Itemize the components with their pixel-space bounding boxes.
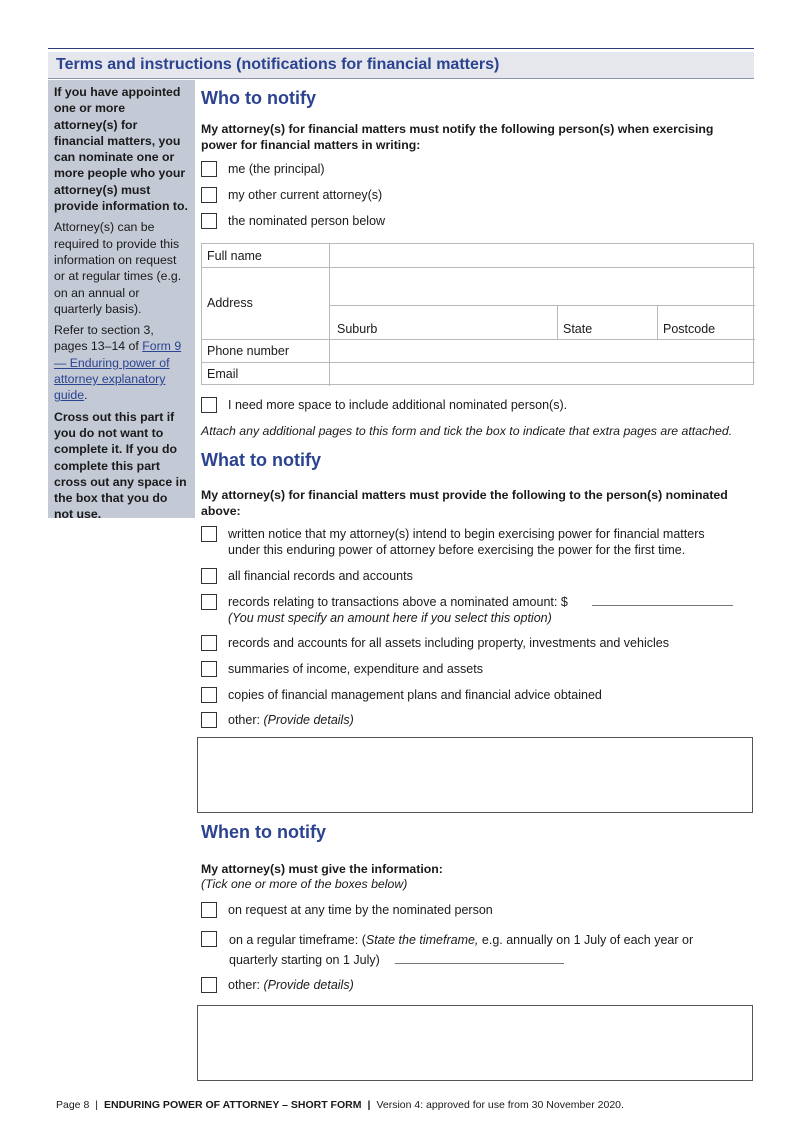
checkbox-when-other[interactable]	[201, 977, 217, 993]
phone-label: Phone number	[207, 344, 290, 358]
checkbox-summaries[interactable]	[201, 661, 217, 677]
checkbox-plans[interactable]	[201, 687, 217, 703]
sidebar-instructions	[48, 80, 195, 522]
what-intro: My attorney(s) for financial matters must provide the following to the person(s) nominated above:	[201, 488, 728, 518]
email-label: Email	[207, 367, 239, 381]
amount-input-line[interactable]	[592, 605, 733, 606]
checkbox-what-other[interactable]	[201, 712, 217, 728]
nominated-person-table	[201, 243, 754, 385]
suburb-label: Suburb	[337, 322, 378, 336]
section-header	[48, 52, 754, 79]
checkbox-written-notice[interactable]	[201, 526, 217, 542]
when-to-notify-heading: When to notify	[201, 822, 326, 842]
address-field[interactable]	[330, 268, 754, 305]
checkbox-nominated-amount[interactable]	[201, 594, 217, 610]
checkbox-more-space[interactable]	[201, 397, 217, 413]
postcode-label: Postcode	[663, 322, 716, 336]
what-other-details-box[interactable]	[197, 737, 753, 813]
top-rule	[48, 48, 754, 49]
when-intro: My attorney(s) must give the information:	[201, 862, 443, 876]
sidebar-para-4: Cross out this part if you do not want to complete it. If you do complete this part cross out any space in the box that you do not use.	[54, 409, 187, 522]
what-to-notify-heading: What to notify	[201, 450, 321, 470]
checkbox-other-attorneys[interactable]	[201, 187, 217, 203]
sidebar-para-2: Attorney(s) can be required to provide this information on request or at regular times (e.g. on an annual or quarterly basis).	[54, 220, 182, 316]
when-other-details-box[interactable]	[197, 1005, 753, 1081]
who-to-notify-heading: Who to notify	[201, 88, 316, 108]
checkbox-assets[interactable]	[201, 635, 217, 651]
page-footer: Page 8 | ENDURING POWER OF ATTORNEY – SHORT FORM | Version 4: approved for use from 30 November 2020.	[56, 1099, 624, 1111]
sidebar-para-1: If you have appointed one or more attorney(s) for financial matters, you can nominate one or more people who your attorney(s) must provide information to.	[54, 85, 188, 214]
form-title: ENDURING POWER OF ATTORNEY – SHORT FORM	[104, 1099, 362, 1111]
full-name-field[interactable]	[330, 244, 754, 267]
when-hint: (Tick one or more of the boxes below)	[201, 877, 408, 891]
section-title: Terms and instructions (notifications for financial matters)	[56, 56, 500, 73]
explanatory-guide-link[interactable]: Form 9 — Enduring power of attorney explanatory guide	[54, 339, 182, 403]
email-field[interactable]	[330, 363, 754, 385]
checkbox-nominated-person[interactable]	[201, 213, 217, 229]
who-intro: My attorney(s) for financial matters must notify the following person(s) when exercising power for financial matters in writing:	[201, 122, 714, 152]
phone-field[interactable]	[330, 340, 754, 362]
address-label: Address	[207, 296, 253, 310]
checkbox-financial-records[interactable]	[201, 568, 217, 584]
full-name-label: Full name	[207, 249, 262, 263]
attach-note: Attach any additional pages to this form and tick the box to indicate that extra pages are attached.	[201, 424, 733, 438]
page-number: Page 8	[56, 1099, 90, 1111]
state-label: State	[563, 322, 593, 336]
timeframe-input-line[interactable]	[395, 963, 564, 964]
sidebar-para-3: Refer to section 3, pages 13–14 of Form 9 — Enduring power of attorney explanatory guide.	[54, 323, 182, 403]
checkbox-regular-timeframe[interactable]	[201, 931, 217, 947]
checkbox-principal[interactable]	[201, 161, 217, 177]
form-version: Version 4: approved for use from 30 November 2020.	[376, 1099, 624, 1111]
checkbox-on-request[interactable]	[201, 902, 217, 918]
